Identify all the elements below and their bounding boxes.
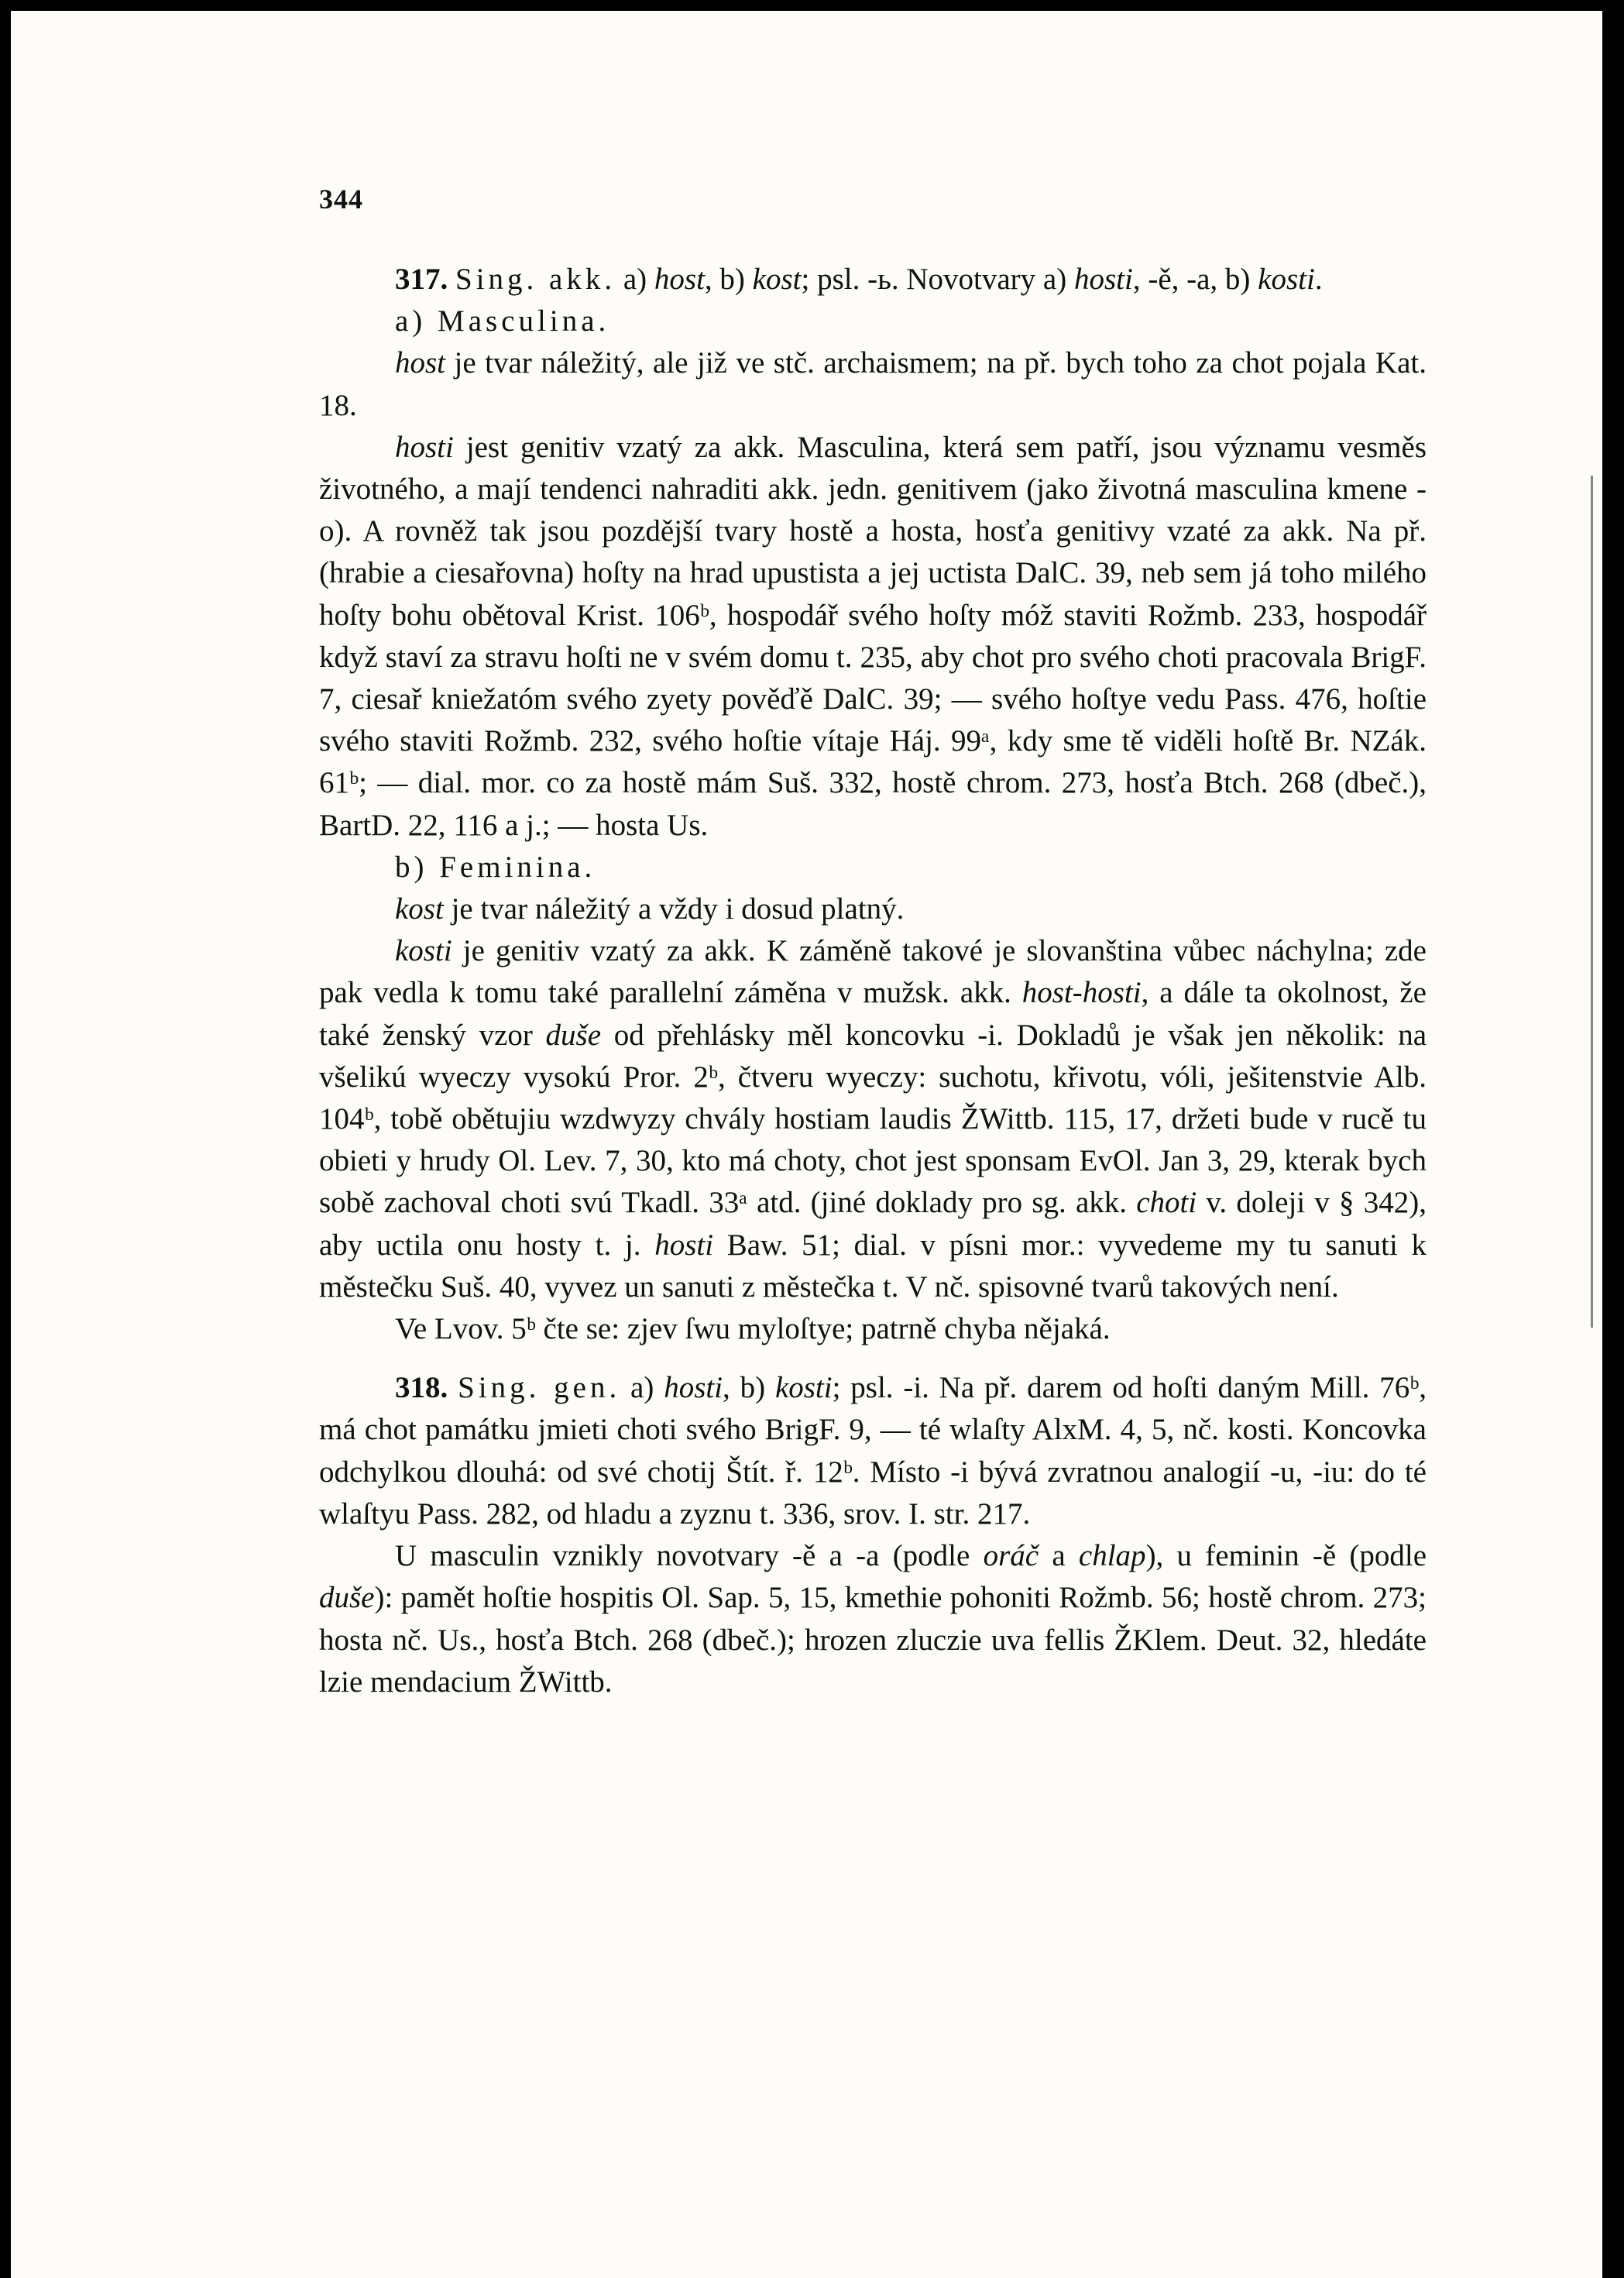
paragraph-kosti: kosti je genitiv vzatý za akk. K záměně takové je slovanština vůbec náchylna; zde pak vedla k tomu také parallelní záměna v mužsk. akk. host-hosti, a dále ta okolnost, že také ženský vzor duše od přehlásky měl koncovku -i. Dokladů je však jen několik: na všelikú wyeczy vysokú Pror. 2ᵇ, čtveru wyeczy: suchotu, křivotu, vóli, ješitenstvie Alb. 104ᵇ, tobě obětujiu wzdwyzy chvály hostiam laudis ŽWittb. 115, 17, držeti bude v rucě tu obieti y hrudy Ol. Lev. 7, 30, kto má choty, chot jest sponsam EvOl. Jan 3, 29, kterak bych sobě zachoval choti svú Tkadl. 33ᵃ atd. (jiné doklady pro sg. akk. choti v. doleji v § 342), aby uctila onu hosty t. j. hosti Baw. 51; dial. v písni mor.: vyvedeme my tu sanuti k městečku Suš. 40, vyvez un sanuti z městečka t. V nč. spisovné tvarů takových není. <box>319 934 1427 1304</box>
paragraph-lvov: Ve Lvov. 5ᵇ čte se: zjev ſwu myloſtye; patrně chyba nějaká. <box>395 1312 1111 1346</box>
paragraph-kost: kost je tvar náležitý a vždy i dosud platný. <box>395 892 905 926</box>
page-edge-mark <box>1591 476 1601 1328</box>
subheading-feminina: b) Feminina. <box>395 850 596 884</box>
section-number: 318. <box>395 1371 448 1405</box>
paragraph-318: 318. Sing. gen. a) hosti, b) kosti; psl. -i. Na př. darem od hoſti daným Mill. 76ᵇ, má chot památku jmieti choti svého BrigF. 9, — té wlaſty AlxM. 4, 5, nč. kosti. Koncovka odchylkou dlouhá: od své chotij Štít. ř. 12ᵇ. Místo -i bývá zvratnou analogií -u, -iu: do té wlaſtyu Pass. 282, od hladu a zyznu t. 336, srov. I. str. 217. <box>319 1371 1427 1531</box>
paragraph-hosti: hosti jest genitiv vzatý za akk. Masculina, která sem patří, jsou významu vesměs životného, a mají tendenci nahraditi akk. jedn. genitivem (jako životná masculina kmene -o). A rovněž tak jsou pozdější tvary hostě a hosta, hosťa genitivy vzaté za akk. Na př. (hrabie a ciesařovna) hoſty na hrad upustista a jej uctista DalC. 39, neb sem já toho milého hoſty bohu obětoval Krist. 106ᵇ, hospodář svého hoſty móž staviti Rožmb. 233, hospodář když staví za stravu hoſti ne v svém domu t. 235, aby chot pro svého choti pracovala BrigF. 7, ciesař kniežatóm svého zyety pověďě DalC. 39; — svého hoſtye vedu Pass. 476, hoſtie svého staviti Rožmb. 232, svého hoſtie vítaje Háj. 99ᵃ, kdy sme tě viděli hoſtě Br. NZák. 61ᵇ; — dial. mor. co za hostě mám Suš. 332, hostě chrom. 273, hosťa Btch. 268 (dbeč.), BartD. 22, 116 a j.; — hosta Us. <box>319 430 1427 842</box>
paragraph-317: 317. Sing. akk. a) host, b) kost; psl. -ь. Novotvary a) hosti, -ě, -a, b) kosti. <box>395 263 1323 296</box>
paragraph-novotvary: U masculin vznikly novotvary -ě a -a (podle oráč a chlap), u feminin -ě (podle duše): pamět hoſtie hospitis Ol. Sap. 5, 15, kmethie pohoniti Rožmb. 56; hostě chrom. 273; hosta nč. Us., hosťa Btch. 268 (dbeč.); hrozen zluczie uva fellis ŽKlem. Deut. 32, hledáte lzie mendacium ŽWittb. <box>319 1539 1427 1699</box>
paragraph-host: host je tvar náležitý, ale již ve stč. archaismem; na př. bych toho za chot pojala Kat. 18. <box>319 346 1427 422</box>
section-heading: Sing. akk. <box>455 263 616 296</box>
section-heading: Sing. gen. <box>458 1371 621 1405</box>
subheading-masculina: a) Masculina. <box>395 304 610 338</box>
page-number: 344 <box>319 184 363 215</box>
book-page <box>11 11 1602 2278</box>
body-text <box>319 259 1427 1703</box>
section-number: 317. <box>395 263 448 296</box>
